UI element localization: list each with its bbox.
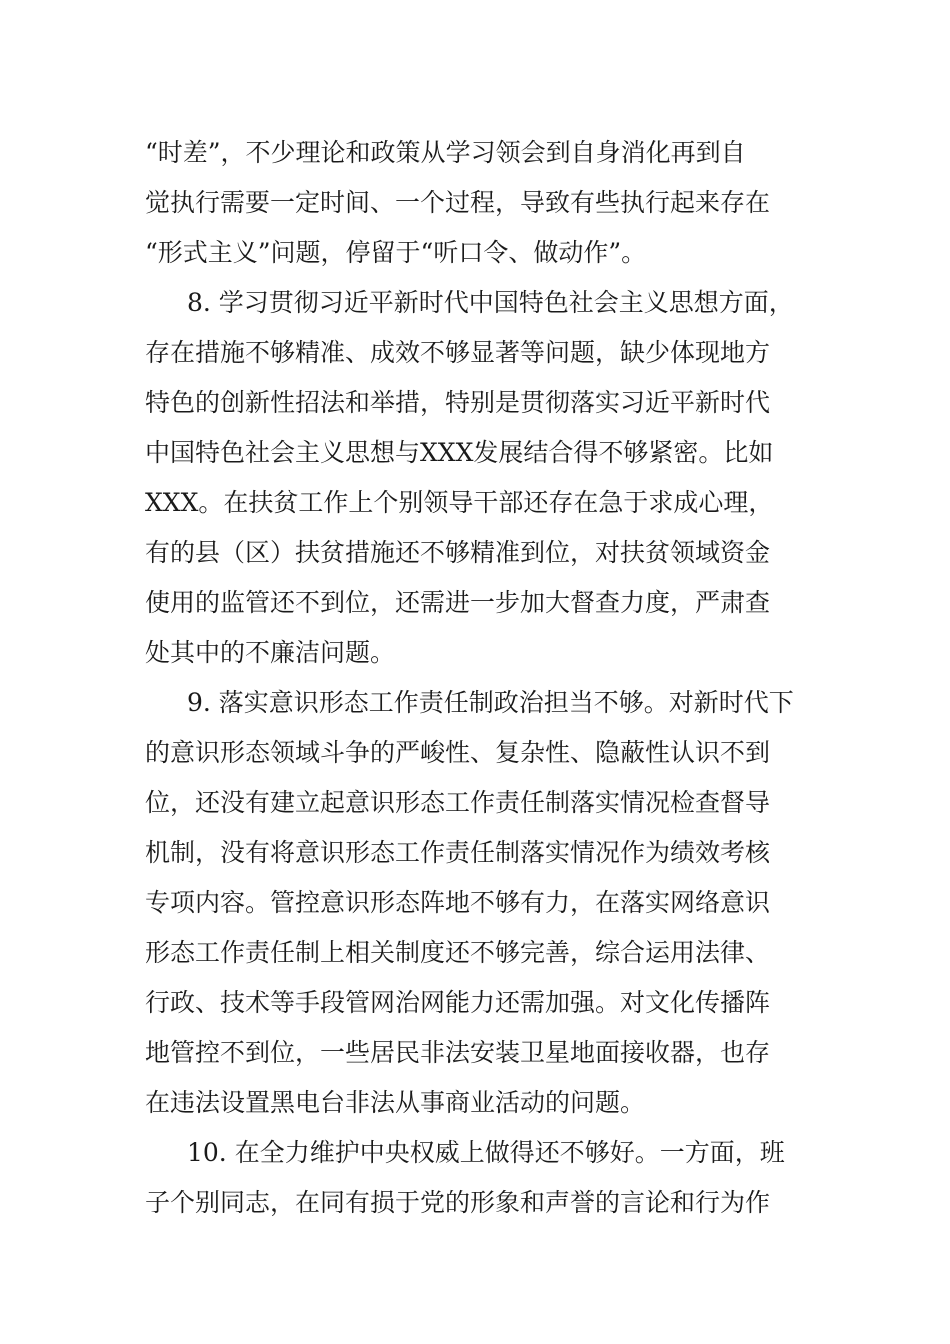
paragraph-10-start: 10. 在全力维护中央权威上做得还不够好。一方面，班 <box>187 1138 785 1167</box>
text-line: 觉执行需要一定时间、一个过程，导致有些执行起来存在 <box>145 188 771 217</box>
text-line: 行政、技术等手段管网治网能力还需加强。对文化传播阵 <box>145 988 771 1017</box>
text-line: 形态工作责任制上相关制度还不够完善，综合运用法律、 <box>145 938 771 967</box>
text-line: 专项内容。管控意识形态阵地不够有力，在落实网络意识 <box>145 888 771 917</box>
text-line: XXX。在扶贫工作上个别领导干部还存在急于求成心理， <box>145 488 774 517</box>
text-line: 位，还没有建立起意识形态工作责任制落实情况检查督导 <box>145 788 771 817</box>
text-line: 子个别同志，在同有损于党的形象和声誉的言论和行为作 <box>145 1188 771 1217</box>
text-line: “形式主义”问题，停留于“听口令、做动作”。 <box>145 238 647 267</box>
paragraph-9-start: 9. 落实意识形态工作责任制政治担当不够。对新时代下 <box>187 688 794 717</box>
text-line: 在违法设置黑电台非法从事商业活动的问题。 <box>145 1088 646 1117</box>
text-line: 使用的监管还不到位，还需进一步加大督查力度，严肃查 <box>145 588 771 617</box>
paragraph-8-start: 8. 学习贯彻习近平新时代中国特色社会主义思想方面， <box>187 288 794 317</box>
text-line: 地管控不到位，一些居民非法安装卫星地面接收器，也存 <box>145 1038 771 1067</box>
text-line: 有的县（区）扶贫措施还不够精准到位，对扶贫领域资金 <box>145 538 771 567</box>
document-body <box>145 128 815 1228</box>
text-line: 的意识形态领域斗争的严峻性、复杂性、隐蔽性认识不到 <box>145 738 771 767</box>
text-line: 中国特色社会主义思想与XXX发展结合得不够紧密。比如 <box>145 438 774 467</box>
text-line: 处其中的不廉洁问题。 <box>145 638 396 667</box>
text-line: 机制，没有将意识形态工作责任制落实情况作为绩效考核 <box>145 838 771 867</box>
text-line: 存在措施不够精准、成效不够显著等问题，缺少体现地方 <box>145 338 771 367</box>
text-line: “时差”，不少理论和政策从学习领会到自身消化再到自 <box>145 138 746 167</box>
text-line: 特色的创新性招法和举措，特别是贯彻落实习近平新时代 <box>145 388 771 417</box>
